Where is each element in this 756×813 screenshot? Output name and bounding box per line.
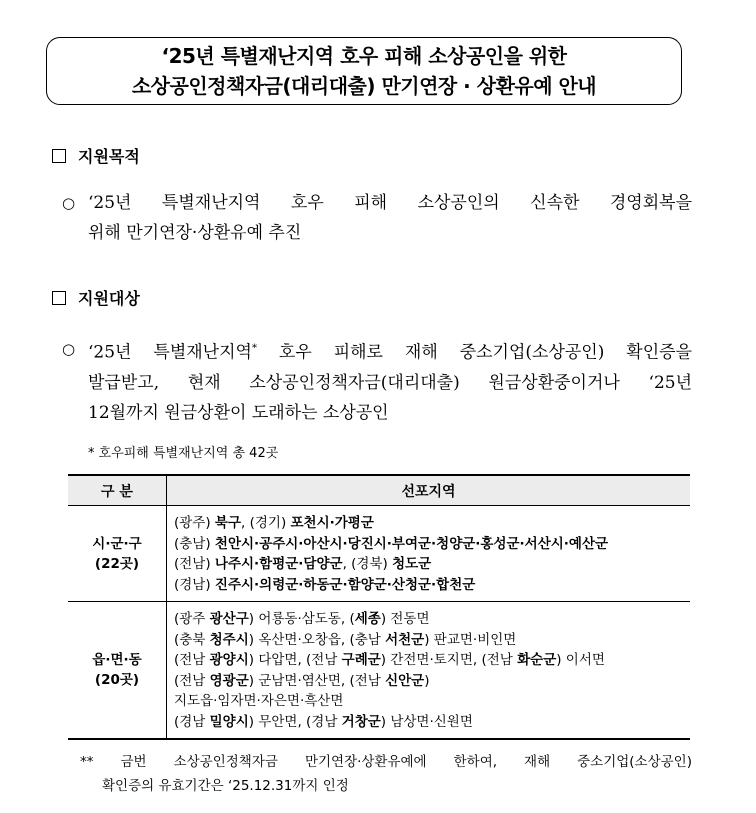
region-line	[174, 691, 684, 712]
table-row	[68, 602, 690, 740]
region-name: 청주시	[209, 631, 249, 648]
table-header-row	[68, 475, 690, 506]
region-text: ) 무안면, (경남	[248, 713, 342, 730]
region-text: ) 판교면·비인면	[424, 631, 517, 648]
row-areas-cell	[167, 602, 691, 740]
region-line	[174, 513, 684, 534]
section-target-heading	[52, 286, 140, 309]
purpose-text-line-2: 위해 만기연장·상환유예 추진	[88, 223, 302, 243]
row-category-label: 읍·면·동	[92, 652, 142, 668]
title-line-1: ‘25년 특별재난지역 호우 피해 소상공인을 위한	[161, 44, 567, 68]
target-text-part-b: 호우 피해로 재해 중소기업(소상공인) 확인증을	[256, 342, 692, 363]
region-text: ) 간전면·토지면, (전남	[380, 652, 518, 668]
region-name: 서천군	[385, 631, 425, 648]
region-text: (전남	[174, 652, 210, 668]
row-areas-cell	[167, 506, 691, 602]
region-text: (충북	[174, 631, 210, 648]
target-text-part-a: ‘25년 특별재난지역	[88, 342, 252, 363]
target-text-line-1	[88, 334, 692, 368]
disaster-region-table	[68, 474, 690, 740]
row-category-count: (22곳)	[94, 555, 140, 572]
region-count-note: * 호우피해 특별재난지역 총 42곳	[88, 446, 279, 461]
region-text: (광주)	[174, 515, 215, 531]
region-text: , (경북)	[342, 556, 393, 572]
region-name: 거창군	[341, 713, 381, 730]
region-text: (경남)	[174, 576, 215, 593]
region-name: 밀양시	[209, 713, 249, 730]
region-line	[174, 650, 684, 671]
region-name: 천안시·공주시·아산시·당진시·부여군·청양군·홍성군·서산시·예산군	[214, 535, 609, 552]
region-text: , (경기)	[241, 515, 291, 531]
region-line	[174, 630, 684, 651]
region-name: 청도군	[392, 556, 432, 572]
region-text: (충남)	[174, 535, 215, 552]
circle-bullet-icon: ○	[62, 340, 76, 358]
region-name: 광양시	[209, 652, 249, 668]
region-name: 진주시·의령군·하동군·함양군·산청군·합천군	[214, 576, 476, 593]
footnote-line-2: 확인증의 유효기간은 ‘25.12.31까지 인정	[102, 778, 349, 794]
region-text: )	[424, 672, 430, 689]
footnote-marker: *	[251, 343, 257, 354]
region-name: 세종	[354, 611, 381, 627]
title-line-2: 소상공인정책자금(대리대출) 만기연장 · 상환유예 안내	[131, 74, 597, 98]
region-line	[174, 671, 684, 692]
row-category-count: (20곳)	[94, 672, 140, 688]
region-text: ) 이서면	[556, 652, 605, 668]
region-text: ) 남상면·신원면	[380, 713, 473, 730]
region-text: ) 옥산면·오창읍, (충남	[248, 631, 386, 648]
region-text: ) 다압면, (전남	[248, 652, 342, 668]
region-name: 신안군	[385, 672, 425, 689]
region-text: ) 전동면	[380, 611, 430, 627]
region-line	[174, 575, 684, 596]
region-name: 광산구	[209, 611, 249, 627]
checkbox-square-icon	[52, 149, 66, 163]
document-title-box	[46, 37, 682, 105]
region-name: 구례군	[341, 652, 381, 668]
purpose-text-line-1: ‘25년 특별재난지역 호우 피해 소상공인의 신속한 경영회복을	[88, 193, 692, 213]
row-category-label: 시·군·구	[92, 535, 142, 552]
purpose-bullet	[62, 188, 692, 248]
region-line	[174, 534, 684, 555]
section-purpose-heading	[52, 144, 140, 167]
target-text-line-3: 12월까지 원금상환이 도래하는 소상공인	[88, 402, 389, 423]
region-text: 지도읍·임자면·자은면·흑산면	[174, 693, 344, 709]
region-text: (경남	[174, 713, 210, 730]
region-line	[174, 712, 684, 733]
region-text: (광주	[174, 611, 210, 627]
header-category: 구 분	[68, 475, 167, 506]
footnote-line-1: ** 금번 소상공인정책자금 만기연장·상환유예에 한하여, 재해 중소기업(소상공인)	[80, 754, 692, 770]
checkbox-square-icon	[52, 291, 66, 305]
region-name: 북구	[214, 515, 242, 531]
target-heading-text: 지원대상	[78, 289, 140, 308]
region-text: ) 어룡동·삼도동, (	[248, 611, 355, 627]
target-text-line-2: 발급받고, 현재 소상공인정책자금(대리대출) 원금상환중이거나 ‘25년	[88, 372, 692, 393]
region-name: 나주시·함평군·담양군	[214, 556, 343, 572]
header-areas: 선포지역	[167, 475, 691, 506]
row-category-cell	[68, 506, 167, 602]
region-name: 영광군	[209, 672, 249, 689]
region-text: ) 군남면·염산면, (전남	[248, 672, 386, 689]
region-name: 포천시·가평군	[290, 515, 374, 531]
table-row	[68, 506, 690, 602]
region-name: 화순군	[517, 652, 557, 668]
region-text: (전남)	[174, 556, 215, 572]
region-line	[174, 554, 684, 575]
purpose-heading-text: 지원목적	[78, 147, 140, 166]
target-bullet	[62, 334, 692, 428]
validity-footnote	[80, 750, 692, 798]
row-category-cell	[68, 602, 167, 740]
region-line	[174, 609, 684, 630]
region-text: (전남	[174, 672, 210, 689]
circle-bullet-icon: ○	[62, 194, 76, 212]
